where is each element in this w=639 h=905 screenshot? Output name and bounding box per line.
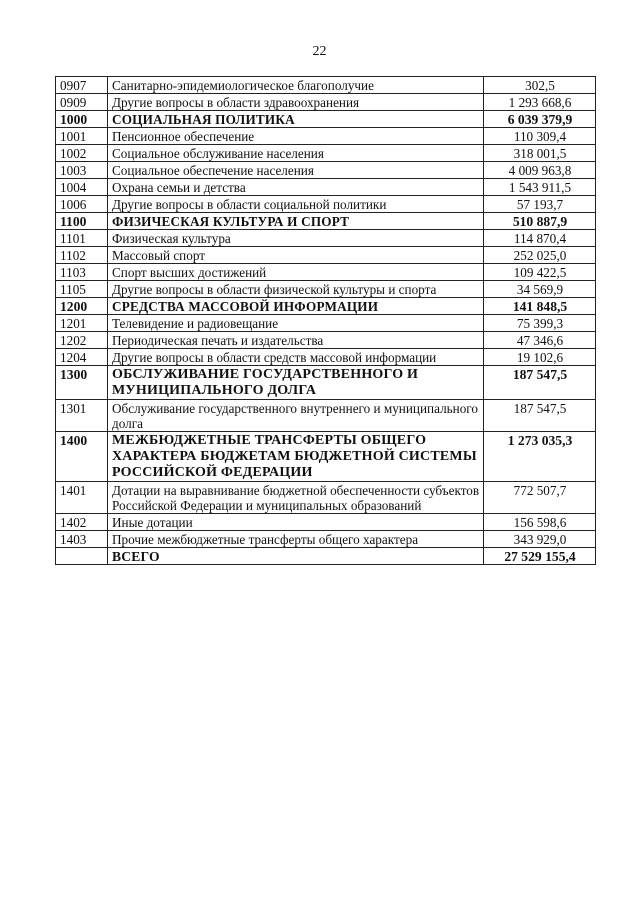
row-name: Социальное обеспечение населения [108,162,484,179]
row-amount: 110 309,4 [484,128,596,145]
row-amount: 141 848,5 [484,298,596,315]
row-code: 1100 [56,213,108,230]
table-row [56,230,596,247]
row-amount: 156 598,6 [484,514,596,531]
row-name: Дотации на выравнивание бюджетной обеспеченности субъектов Российской Федерации и муниципальных образований [108,482,484,514]
row-name: Прочие межбюджетные трансферты общего характера [108,531,484,548]
row-code: 1201 [56,315,108,332]
row-name: Спорт высших достижений [108,264,484,281]
table-row [56,315,596,332]
row-code: 1402 [56,514,108,531]
row-name: Охрана семьи и детства [108,179,484,196]
row-name: Иные дотации [108,514,484,531]
row-amount: 302,5 [484,77,596,94]
row-name: Телевидение и радиовещание [108,315,484,332]
row-amount: 57 193,7 [484,196,596,213]
row-amount: 187 547,5 [484,366,596,400]
section-row [56,111,596,128]
row-name: Другие вопросы в области физической культуры и спорта [108,281,484,298]
row-amount: 75 399,3 [484,315,596,332]
row-name: Социальное обслуживание населения [108,145,484,162]
row-amount: 109 422,5 [484,264,596,281]
row-code: 1403 [56,531,108,548]
row-amount: 772 507,7 [484,482,596,514]
row-amount: 343 929,0 [484,531,596,548]
row-name: Пенсионное обеспечение [108,128,484,145]
row-amount: 47 346,6 [484,332,596,349]
section-row [56,298,596,315]
row-code: 1001 [56,128,108,145]
row-amount: 34 569,9 [484,281,596,298]
row-code: 1004 [56,179,108,196]
row-amount: 252 025,0 [484,247,596,264]
table-row [56,162,596,179]
row-name: Санитарно-эпидемиологическое благополучие [108,77,484,94]
page-number: 22 [312,44,327,59]
row-code: 1204 [56,349,108,366]
table-row [56,77,596,94]
table-row [56,145,596,162]
section-row [56,366,596,400]
row-name: Другие вопросы в области средств массовой информации [108,349,484,366]
row-code: 1300 [56,366,108,400]
row-code: 1105 [56,281,108,298]
table-row [56,332,596,349]
row-code: 1003 [56,162,108,179]
row-code: 1200 [56,298,108,315]
table-row [56,400,596,432]
total-row [56,548,596,565]
row-amount: 19 102,6 [484,349,596,366]
row-amount: 1 293 668,6 [484,94,596,111]
row-code: 1002 [56,145,108,162]
row-amount: 318 001,5 [484,145,596,162]
table-row [56,247,596,264]
table-row [56,179,596,196]
table-row [56,349,596,366]
row-amount: 510 887,9 [484,213,596,230]
table-row [56,482,596,514]
row-name: Физическая культура [108,230,484,247]
table-row [56,128,596,145]
row-code: 0907 [56,77,108,94]
row-code: 1103 [56,264,108,281]
table-row [56,281,596,298]
table-row [56,264,596,281]
budget-table [55,76,596,565]
row-name: ВСЕГО [108,548,484,565]
section-row [56,432,596,482]
row-code: 1101 [56,230,108,247]
row-amount: 187 547,5 [484,400,596,432]
row-name: ФИЗИЧЕСКАЯ КУЛЬТУРА И СПОРТ [108,213,484,230]
row-code: 1400 [56,432,108,482]
table-row [56,514,596,531]
row-name: Массовый спорт [108,247,484,264]
row-amount: 27 529 155,4 [484,548,596,565]
row-code [56,548,108,565]
table-row [56,531,596,548]
row-code: 0909 [56,94,108,111]
row-code: 1006 [56,196,108,213]
row-name: Обслуживание государственного внутреннего и муниципального долга [108,400,484,432]
section-row [56,213,596,230]
row-name: Другие вопросы в области здравоохранения [108,94,484,111]
row-name: МЕЖБЮДЖЕТНЫЕ ТРАНСФЕРТЫ ОБЩЕГО ХАРАКТЕРА БЮДЖЕТАМ БЮДЖЕТНОЙ СИСТЕМЫ РОССИЙСКОЙ ФЕДЕРАЦИИ [108,432,484,482]
row-amount: 1 543 911,5 [484,179,596,196]
table-row [56,196,596,213]
budget-table-body [56,77,596,565]
table-row [56,94,596,111]
row-name: СРЕДСТВА МАССОВОЙ ИНФОРМАЦИИ [108,298,484,315]
row-code: 1401 [56,482,108,514]
row-name: Периодическая печать и издательства [108,332,484,349]
row-code: 1202 [56,332,108,349]
row-code: 1102 [56,247,108,264]
row-code: 1000 [56,111,108,128]
row-amount: 114 870,4 [484,230,596,247]
row-amount: 1 273 035,3 [484,432,596,482]
row-name: ОБСЛУЖИВАНИЕ ГОСУДАРСТВЕННОГО И МУНИЦИПАЛЬНОГО ДОЛГА [108,366,484,400]
row-amount: 4 009 963,8 [484,162,596,179]
row-amount: 6 039 379,9 [484,111,596,128]
row-name: Другие вопросы в области социальной политики [108,196,484,213]
row-name: СОЦИАЛЬНАЯ ПОЛИТИКА [108,111,484,128]
row-code: 1301 [56,400,108,432]
